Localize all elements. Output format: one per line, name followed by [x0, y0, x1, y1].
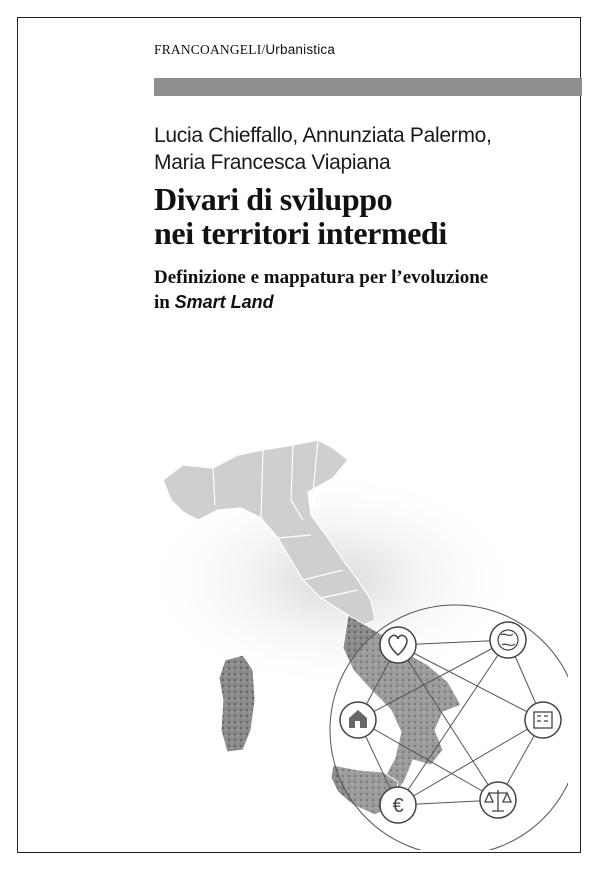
decorative-bar	[154, 78, 582, 96]
authors	[154, 122, 492, 176]
title-line-1: Divari di sviluppo	[154, 181, 393, 217]
subtitle-italic: Smart Land	[174, 292, 274, 312]
euro-icon	[380, 787, 416, 823]
book-cover	[17, 17, 581, 853]
justice-scale-icon	[480, 782, 516, 818]
heart-icon	[380, 627, 416, 663]
house-icon	[340, 702, 376, 738]
publisher-line	[154, 42, 335, 58]
authors-line-2: Maria Francesca Viapiana	[154, 151, 391, 174]
italy-map-illustration	[143, 420, 568, 850]
book-title	[154, 182, 447, 250]
publisher-separator: /	[261, 42, 266, 57]
publisher-name: FRANCOANGELI	[154, 42, 262, 57]
globe-icon	[490, 622, 526, 658]
title-line-2: nei territori intermedi	[154, 215, 447, 251]
series-name: Urbanistica	[265, 42, 336, 57]
subtitle-prefix: in	[154, 292, 175, 313]
office-building-icon	[525, 702, 561, 738]
book-subtitle	[154, 266, 488, 315]
sardinia-shape	[219, 655, 255, 752]
subtitle-line-2	[154, 290, 488, 315]
authors-line-1: Lucia Chieffallo, Annunziata Palermo,	[154, 124, 492, 147]
subtitle-line-1: Definizione e mappatura per l’evoluzione	[154, 267, 489, 288]
svg-text:€: €	[392, 795, 404, 817]
